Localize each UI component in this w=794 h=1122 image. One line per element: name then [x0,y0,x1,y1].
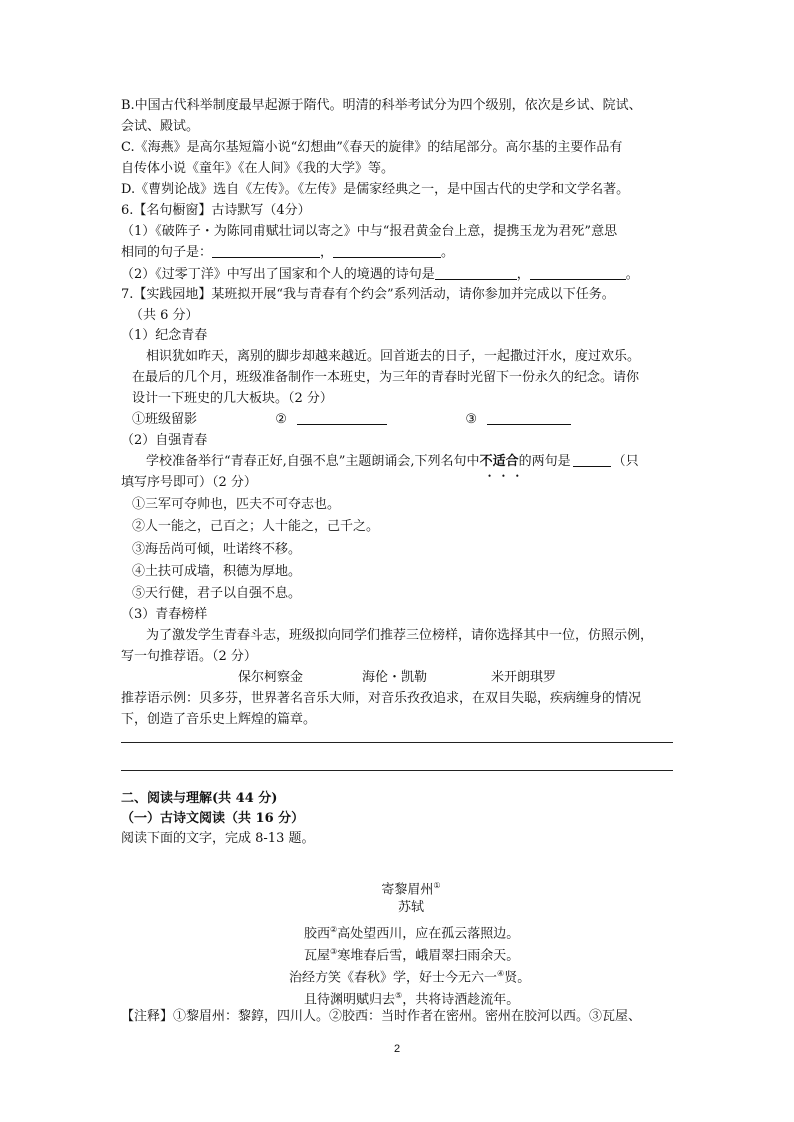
question-6-1-line2 [121,243,454,263]
quote-3: ③海岳尚可倾，吐诺终不移。 [132,542,302,557]
section-2-intro: 阅读下面的文字，完成 8-13 题。 [121,831,315,846]
answer-line[interactable] [121,742,673,743]
section-2-title: 二、阅读与理解(共 44 分) [121,791,278,806]
question-6-title: 6.【名句橱窗】古诗默写（4分） [121,203,311,218]
question-7-score: （共 6 分） [130,308,199,323]
question-7-3-para2: 写一句推荐语。（2 分） [121,649,257,664]
answer-blank[interactable] [297,410,387,425]
option-b-line1: B.中国古代科举制度最早起源于隋代。明清的科举考试分为四个级别，依次是乡试、院试、 [121,98,642,113]
poem-line-3 [289,964,530,988]
separator: ， [320,245,334,260]
footnote-marker: ③ [330,947,338,956]
poem-text: 瓦屋 [304,948,331,964]
answer-line[interactable] [121,770,673,771]
example-line1: 推荐语示例：贝多芬，世界著名音乐大师，对音乐孜孜追求，在双目失聪，疾病缠身的情况 [121,691,642,706]
option-d: D.《曹刿论战》选自《左传》。《左传》是儒家经典之一，是中国古代的史学和文学名著。 [121,182,630,197]
emphasis-not-suitable: 不适合 • • • [480,454,519,469]
question-6-1-prefix: 相同的句子是： [121,245,213,260]
answer-blank[interactable] [487,410,571,425]
example-line2: 下，创造了音乐史上辉煌的篇章。 [121,712,317,727]
footnote-marker: ② [330,925,338,934]
option-2-label: ② [275,412,287,427]
poem-text: ，共将诗酒趁流年。 [402,992,520,1008]
question-7-2-para2: 填写序号即可）（2 分） [121,475,257,490]
poem-title [0,876,794,900]
answer-blank[interactable] [573,452,611,467]
question-6-2-prefix: （2）《过零丁洋》中写出了国家和个人的境遇的诗句是 [121,267,435,282]
question-7-1-para2: 在最后的几个月，班级准备制作一本班史，为三年的青春时光留下一份永久的纪念。请你 [132,370,640,385]
footnote-marker: ④ [497,969,505,978]
poem-text: 贤。 [504,970,531,986]
question-7-2-para1 [146,452,639,472]
quote-2: ②人一能之，己百之；人十能之，己千之。 [132,519,380,534]
answer-blank[interactable] [333,243,441,258]
end-mark: 。 [625,267,639,282]
option-3-label: ③ [465,412,478,427]
poem-text: 寒堆春后雪，峨眉翠扫雨余天。 [337,948,520,964]
poem-line-2 [304,942,519,966]
footnote-marker: ⑤ [395,991,403,1000]
answer-blank[interactable] [212,243,320,258]
quote-5: ⑤天行健，君子以自强不息。 [132,586,302,601]
name-2: 海伦・凯勒 [362,670,428,685]
poem-text: 胶西 [304,926,331,942]
answer-blank[interactable] [530,265,626,280]
footnote-marker: ① [433,881,441,890]
name-3: 米开朗琪罗 [491,670,557,685]
question-7-2-title: （2）自强青春 [121,433,208,448]
question-7-title: 7.【实践园地】某班拟开展“我与青春有个约会”系列活动，请你参加并完成以下任务。 [121,287,615,302]
question-7-1-para1: 相识犹如昨天，离别的脚步却越来越近。回首逝去的日子，一起撒过汗水，度过欢乐。 [146,349,641,364]
question-7-2-text: （只 [612,454,639,469]
option-1: ①班级留影 [132,412,198,427]
quote-1: ①三军可夺帅也，匹夫不可夺志也。 [132,497,341,512]
answer-blank[interactable] [435,265,517,280]
question-6-1-line1: （1）《破阵子・为陈同甫赋壮词以寄之》中与“报君黄金台上意，提携玉龙为君死”意思 [121,224,618,239]
question-7-3-title: （3）青春榜样 [121,607,208,622]
section-2-subtitle: （一）古诗文阅读（共 16 分） [121,811,305,826]
question-7-2-text: 学校准备举行“青春正好,自强不息”主题朗诵会,下列名句中 [146,454,480,469]
question-7-2-text: 的两句是 [518,454,571,469]
question-6-2 [121,265,639,285]
poem-title-text: 寄黎眉州 [381,882,434,898]
quote-4: ④土扶可成墙，积德为厚地。 [132,564,302,579]
poem-text: 高处望西川，应在孤云落照边。 [337,926,520,942]
option-b-line2: 会试、殿试。 [121,119,200,134]
poem-line-1 [304,920,519,944]
poem-author: 苏轼 [397,900,424,915]
option-c-line1: C.《海燕》是高尔基短篇小说“幻想曲”《春天的旋律》的结尾部分。高尔基的主要作品有 [121,140,623,155]
poem-text: 治经方笑《春秋》学，好士今无六一 [289,970,498,986]
question-7-1-para3: 设计一下班史的几大板块。（2 分） [132,391,333,406]
end-mark: 。 [441,245,455,260]
annotation-note: 【注释】①黎眉州：黎錞，四川人。②胶西：当时作者在密州。密州在胶河以西。③瓦屋、 [121,1009,642,1024]
role-model-names [238,668,556,688]
separator: ， [516,267,530,282]
poem-text: 且待渊明赋归去 [304,992,396,1008]
option-c-line2: 自传体小说《童年》《在人间》《我的大学》等。 [121,161,395,176]
page-number: 2 [393,1043,401,1055]
question-7-3-para1: 为了激发学生青春斗志，班级拟向同学们推荐三位榜样，请你选择其中一位，仿照示例， [146,628,654,643]
question-7-1-title: （1）纪念青春 [121,328,208,343]
question-7-1-options [132,410,571,430]
name-1: 保尔柯察金 [238,670,304,685]
